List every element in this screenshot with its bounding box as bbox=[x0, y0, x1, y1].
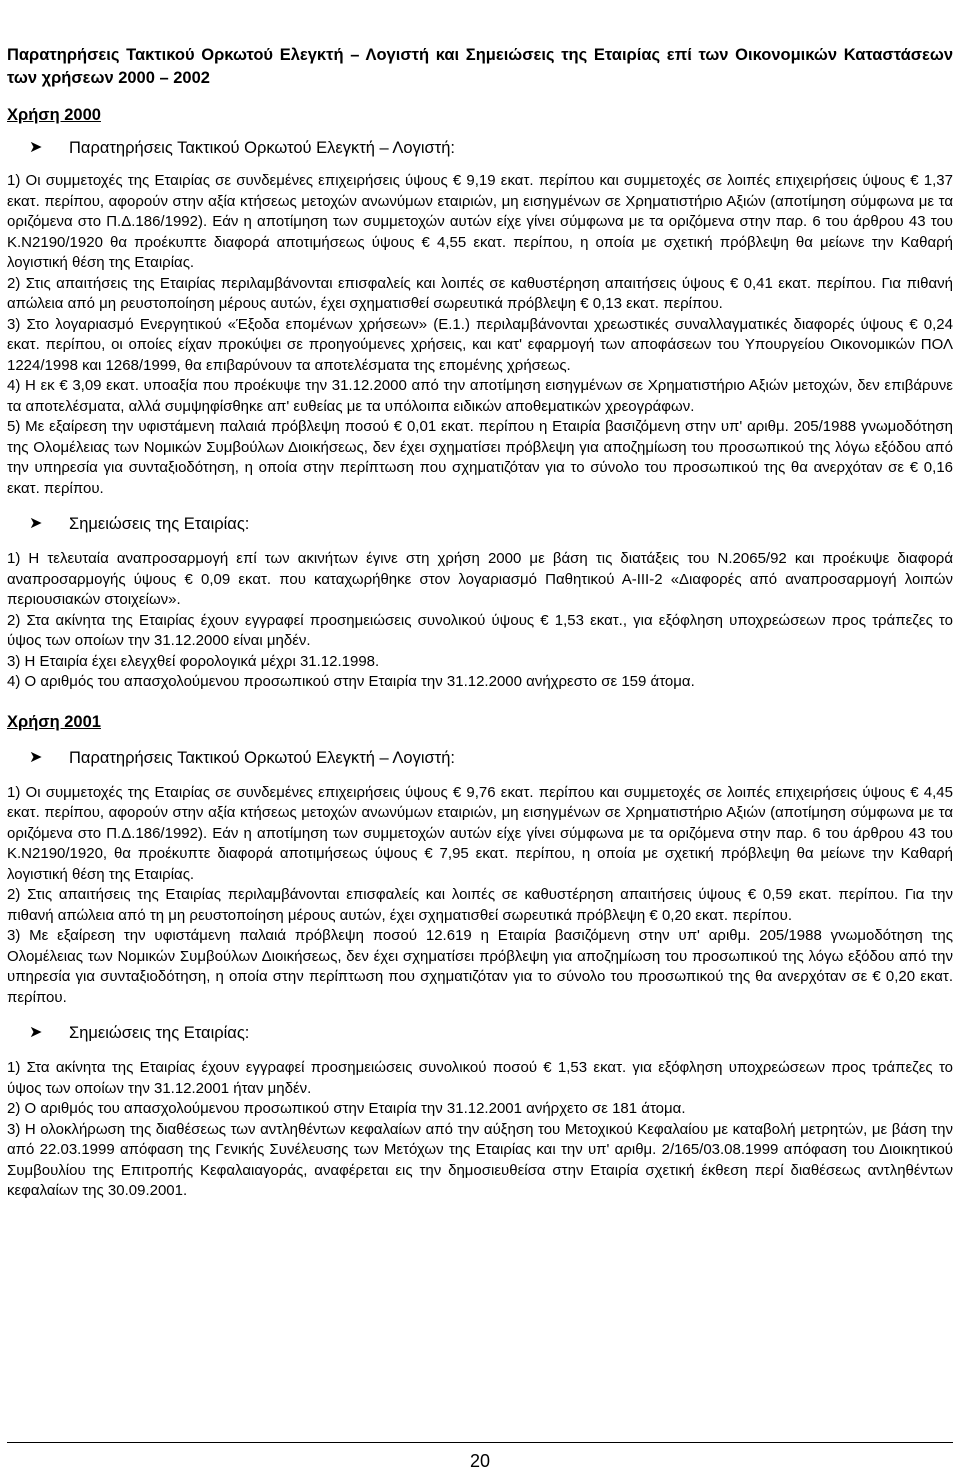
section-label: Παρατηρήσεις Τακτικού Ορκωτού Ελεγκτή – Λογιστή: bbox=[69, 748, 455, 767]
arrow-bullet-icon: ➤ bbox=[29, 748, 43, 766]
section-label: Σημειώσεις της Εταιρίας: bbox=[69, 515, 250, 533]
section-label: Σημειώσεις της Εταιρίας: bbox=[69, 1024, 250, 1042]
year-2000-note-3: 3) Η Εταιρία έχει ελεγχθεί φορολογικά μέχρι 31.12.1998. bbox=[7, 652, 380, 670]
year-2000-note-4: 4) Ο αριθμός του απασχολούμενου προσωπικού στην Εταιρία την 31.12.2000 ανήχρεστο σε 159 άτομα. bbox=[7, 673, 695, 690]
footer-divider bbox=[7, 1442, 953, 1443]
year-2000-heading: Χρήση 2000 bbox=[7, 106, 101, 124]
year-2000-auditor-item-5: 5) Με εξαίρεση την υφιστάμενη παλαιά πρόβλεψη ποσού € 0,01 εκατ. περίπου η Εταιρία βασιζόμενη στην υπ' αριθμ. 205/1988 γνωμοδότηση της Ολομέλειας των Νομικών Συμβούλων Διοικήσεως, δεν έχει σχηματίσει πρόβλεψη για αποζημίωση του προσωπικού της λόγω εξόδου από την υπηρεσία για συνταξιοδότηση, η οποία στην περίπτωση που σχηματιζόταν για το σύνολο του προσωπικού της θα ανερχόταν σε € 0,16 εκατ. περίπου. bbox=[7, 418, 953, 497]
year-2000-notes-heading bbox=[29, 513, 953, 535]
year-2001-auditor-item-1: 1) Οι συμμετοχές της Εταιρίας σε συνδεμένες επιχειρήσεις ύψους € 9,76 εκατ. περίπου και συμμετοχές σε λοιπές επιχειρήσεις ύψους € 4,45 εκατ. περίπου, αφορούν στην αξία κτήσεως μετοχών ανωνύμων εταιριών, μη εισηγμένων σε Χρηματιστήριο Αξιών (αποτίμηση σύμφωνα με τα οριζόμενα στο Π.Δ.186/1992). Εάν η αποτίμηση των συμμετοχών αυτών είχε γίνει σύμφωνα με τα οριζόμενα στην παρ. 6 του άρθρου 43 του Κ.Ν2190/1920, θα προέκυπτε διαφορά αποτιμήσεως ύψους € 7,95 εκατ. περίπου, η οποία με σχετική πρόβλεψη θα μείωνε την Καθαρή λογιστική θέση της Εταιρίας. bbox=[7, 783, 953, 883]
year-2000-note-1: 1) Η τελευταία αναπροσαρμογή επί των ακινήτων έγινε στη χρήση 2000 με βάση τις διατάξεις του Ν.2065/92 και προέκυψε διαφορά αναπροσαρμογής ύψους € 0,09 εκατ. που καταχωρήθηκε στον λογαριασμό Παθητικού Α-ΙΙΙ-2 «Διαφορές από αναπροσαρμογή λοιπών περιουσιακών στοιχείων». bbox=[7, 550, 953, 608]
page-title: Παρατηρήσεις Τακτικού Ορκωτού Ελεγκτή – Λογιστή και Σημειώσεις της Εταιρίας επί των Οικονομικών Καταστάσεων των χρήσεων 2000 – 2002 bbox=[7, 46, 953, 87]
arrow-bullet-icon: ➤ bbox=[29, 139, 43, 156]
page-number: 20 bbox=[469, 1451, 491, 1471]
year-2000-auditor-item-2: 2) Στις απαιτήσεις της Εταιρίας περιλαμβάνονται επισφαλείς και λοιπές σε καθυστέρηση απαιτήσεις ύψους € 0,41 εκατ. περίπου. Για πιθανή απώλεια από μη ρευστοποίηση μέρους αυτών, έχει σχηματισθεί σωρευτικά πρόβλεψη € 0,13 εκατ. περίπου. bbox=[7, 274, 953, 312]
year-2001-auditor-item-3: 3) Με εξαίρεση την υφιστάμενη παλαιά πρόβλεψη ποσού 12.619 η Εταιρία βασιζόμενη στην υπ' αριθμ. 205/1988 γνωμοδότηση της Ολομέλειας των Νομικών Συμβούλων Διοικήσεως, δεν έχει σχηματίσει πρόβλεψη για αποζημίωση του προσωπικού της λόγω εξόδου από την υπηρεσία για συνταξιοδότηση, η οποία στην περίπτωση που σχηματιζόταν για το σύνολο του προσωπικού της θα ανερχόταν σε € 0,20 εκατ. περίπου. bbox=[7, 927, 953, 1006]
year-2001-auditor-heading bbox=[29, 747, 953, 769]
year-2000-auditor-heading bbox=[29, 137, 953, 159]
year-2001-note-1: 1) Στα ακίνητα της Εταιρίας έχουν εγγραφεί προσημειώσεις συνολικού ποσού € 1,53 εκατ. για εξόφληση υποχρεώσεων προς τράπεζες το ύψος των οποίων την 31.12.2001 ήταν μηδέν. bbox=[7, 1059, 953, 1097]
year-2000-auditor-item-3: 3) Στο λογαριασμό Ενεργητικού «Έξοδα επομένων χρήσεων» (Ε.1.) περιλαμβάνονται χρεωστικές συναλλαγματικές διαφορές ύψους € 0,24 εκατ. περίπου, οι οποίες είχαν προκύψει σε προηγούμενες χρήσεις, και κατ' εφαρμογή των αποφάσεων του Υπουργείου Οικονομικών ΠΟΛ 1224/1998 και 1268/1999, θα επιβαρύνουν τα αποτελέσματα της επομένης χρήσεως. bbox=[7, 315, 953, 374]
year-2001-notes-heading bbox=[29, 1022, 953, 1044]
year-2001-note-2: 2) Ο αριθμός του απασχολούμενου προσωπικού στην Εταιρία την 31.12.2001 ανήρχετο σε 181 άτομα. bbox=[7, 1100, 686, 1117]
year-2000-auditor-item-1: 1) Οι συμμετοχές της Εταιρίας σε συνδεμένες επιχειρήσεις ύψους € 9,19 εκατ. περίπου και συμμετοχές σε λοιπές επιχειρήσεις ύψους € 1,37 εκατ. περίπου, αφορούν στην αξία κτήσεως μετοχών ανωνύμων εταιριών, μη εισηγμένων σε Χρηματιστήριο Αξιών (αποτίμηση σύμφωνα με τα οριζόμενα στο Π.Δ.186/1992). Εάν η αποτίμηση των συμμετοχών αυτών είχε γίνει σύμφωνα με τα οριζόμενα στην παρ. 6 του άρθρου 43 του Κ.Ν2190/1920 θα προέκυπτε διαφορά αποτιμήσεως ύψους € 4,55 εκατ. περίπου, η οποία με σχετική πρόβλεψη θα μείωνε την Καθαρή λογιστική θέση της Εταιρίας. bbox=[7, 172, 953, 271]
section-label: Παρατηρήσεις Τακτικού Ορκωτού Ελεγκτή – Λογιστή: bbox=[69, 139, 455, 157]
year-2001-note-3: 3) Η ολοκλήρωση της διαθέσεως των αντληθέντων κεφαλαίων από την αύξηση του Μετοχικού Κεφαλαίου με καταβολή μετρητών, με βάση την από 22.03.1999 απόφαση της Γενικής Συνέλευσης των Μετόχων της Εταιρίας και την υπ' αριθμ. 2/165/03.08.1999 απόφαση του Διοικητικού Συμβουλίου της Επιτροπής Κεφαλαιαγοράς, αναφέρεται εις την δημοσιευθείσα στην Εταιρία σχετική έκθεση περί διαθέσεως αντληθέντων κεφαλαίων της 30.09.2001. bbox=[7, 1120, 953, 1199]
year-2000-auditor-item-4: 4) Η εκ € 3,09 εκατ. υποαξία που προέκυψε την 31.12.2000 από την αποτίμηση εισηγμένων σε Χρηματιστήριο Αξιών μετοχών, δεν επιβάρυνε τα αποτελέσματα, αλλά συμψηφίσθηκε απ' ευθείας με τα υπόλοιπα ειδικών αποθεματικών χρεογράφων. bbox=[7, 377, 953, 415]
year-2000-note-2: 2) Στα ακίνητα της Εταιρίας έχουν εγγραφεί προσημειώσεις συνολικού ύψους € 1,53 εκατ., για εξόφληση υποχρεώσεων προς τράπεζες το ύψος των οποίων την 31.12.2000 είναι μηδέν. bbox=[7, 611, 953, 649]
year-2001-auditor-item-2: 2) Στις απαιτήσεις της Εταιρίας περιλαμβάνονται επισφαλείς και λοιπές σε καθυστέρηση απαιτήσεις ύψους € 0,59 εκατ. περίπου. Για την πιθανή απώλεια από τη μη ρευστοποίηση μέρους αυτών, έχει σχηματισθεί σωρευτικά πρόβλεψη € 0,20 εκατ. περίπου. bbox=[7, 886, 953, 924]
arrow-bullet-icon: ➤ bbox=[29, 515, 43, 532]
year-2001-heading: Χρήση 2001 bbox=[7, 712, 101, 731]
document-content bbox=[7, 44, 953, 1202]
arrow-bullet-icon: ➤ bbox=[29, 1024, 43, 1041]
